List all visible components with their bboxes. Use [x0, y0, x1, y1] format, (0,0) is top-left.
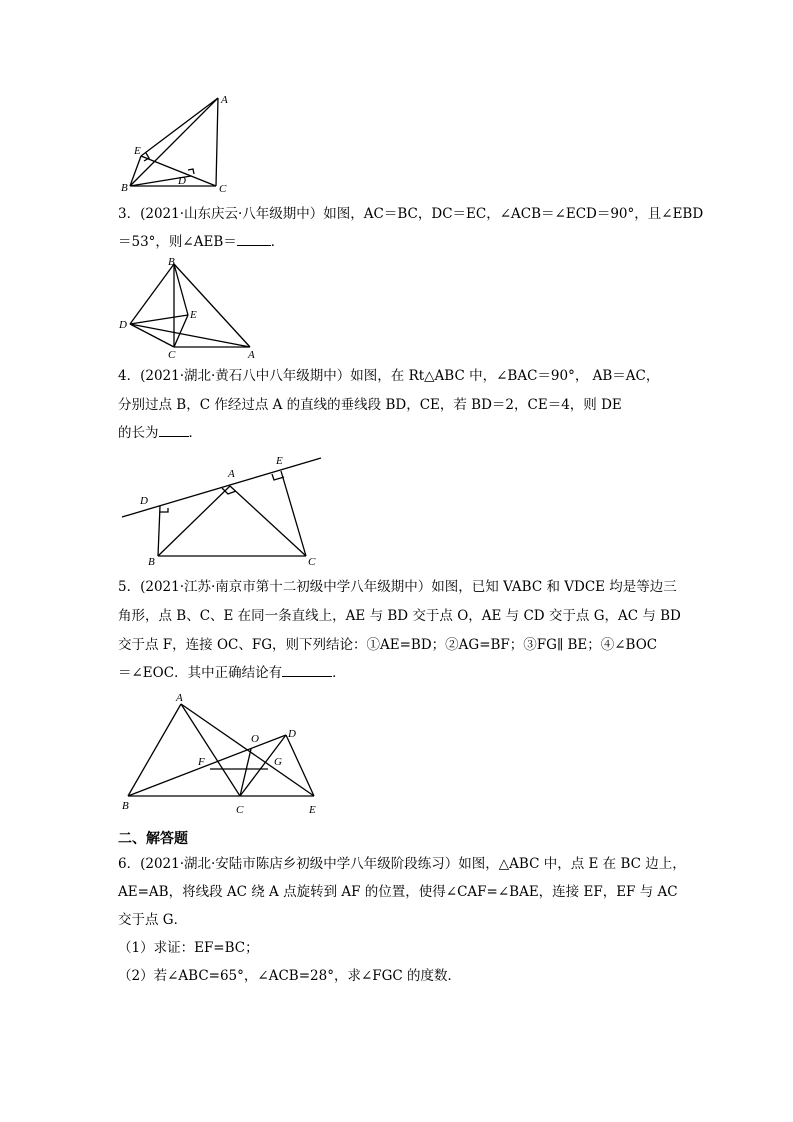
q5-line-4-text: ＝∠EOC．其中正确结论有 [118, 665, 283, 681]
label-A: A [248, 349, 255, 361]
q5-line-2: 角形，点 B、C、E 在同一条直线上，AE 与 BD 交于点 O，AE 与 CD 交于点 G，AC 与 BD [118, 608, 681, 624]
figure-4-equilateral-triangles [118, 688, 328, 820]
q6-sub-1: （1）求证：EF=BC； [118, 940, 259, 956]
q3-line-2-end: ． [270, 234, 285, 250]
label-A: A [228, 468, 235, 480]
label-B: B [121, 182, 128, 194]
q3-line-1: 3．(2021·山东庆云·八年级期中）如图，AC＝BC，DC＝EC，∠ACB＝∠ECD＝90°，且∠EBD [118, 206, 704, 222]
q5-line-4-end: ． [332, 665, 346, 681]
q3-answer-blank [237, 233, 271, 246]
label-A: A [221, 94, 228, 106]
q4-line-1: 4．(2021·湖北·黄石八中八年级期中）如图，在 Rt△ABC 中，∠BAC＝90°， AB＝AC， [118, 368, 660, 384]
label-D: D [119, 319, 127, 331]
label-D: D [288, 728, 296, 740]
q4-line-2: 分别过点 B，C 作经过点 A 的直线的垂线段 BD，CE，若 BD＝2，CE＝4，则 DE [118, 397, 622, 413]
q3-line-2 [118, 232, 284, 252]
label-B: B [122, 800, 129, 812]
q5-answer-blank [282, 664, 332, 677]
q4-line-3 [118, 423, 202, 443]
label-A: A [176, 692, 183, 704]
label-E: E [276, 455, 283, 467]
label-O: O [251, 733, 259, 745]
q3-line-2-text: ＝53°，则∠AEB＝ [118, 234, 237, 250]
label-G: G [274, 756, 282, 768]
q4-line-3-end: ． [188, 425, 202, 441]
figure-2-quadrilateral [118, 254, 268, 360]
q5-line-4 [118, 663, 346, 683]
label-C: C [219, 183, 227, 195]
label-E: E [134, 145, 141, 157]
label-D: D [140, 495, 148, 507]
label-F: F [198, 756, 205, 768]
figure-1-triangle [118, 92, 238, 195]
q6-sub-2: （2）若∠ABC=65°，∠ACB=28°，求∠FGC 的度数． [118, 968, 462, 984]
label-C: C [236, 804, 244, 816]
q5-line-1: 5．(2021·江苏·南京市第十二初级中学八年级期中）如图，已知 VABC 和 VDCE 均是等边三 [118, 579, 677, 595]
q5-line-3: 交于点 F，连接 OC、FG，则下列结论：①AE=BD；②AG=BF；③FG∥ BE；④∠BOC [118, 637, 658, 653]
q4-answer-blank [159, 424, 189, 437]
q6-line-1: 6．(2021·湖北·安陆市陈店乡初级中学八年级阶段练习）如图，△ABC 中，点 E 在 BC 边上， [118, 856, 686, 872]
label-B: B [148, 556, 155, 568]
label-C: C [168, 349, 176, 361]
label-E: E [309, 804, 316, 816]
label-D: D [178, 175, 186, 187]
q6-line-2: AE=AB，将线段 AC 绕 A 点旋转到 AF 的位置，使得∠CAF=∠BAE，连接 EF，EF 与 AC [118, 884, 678, 900]
label-C: C [308, 556, 316, 568]
label-B: B [168, 256, 175, 268]
q4-line-3-text: 的长为 [118, 425, 159, 441]
figure-3-right-triangle [118, 450, 328, 570]
q6-line-3: 交于点 G． [118, 912, 188, 928]
section-heading: 二、解答题 [118, 831, 188, 847]
label-E: E [190, 309, 197, 321]
